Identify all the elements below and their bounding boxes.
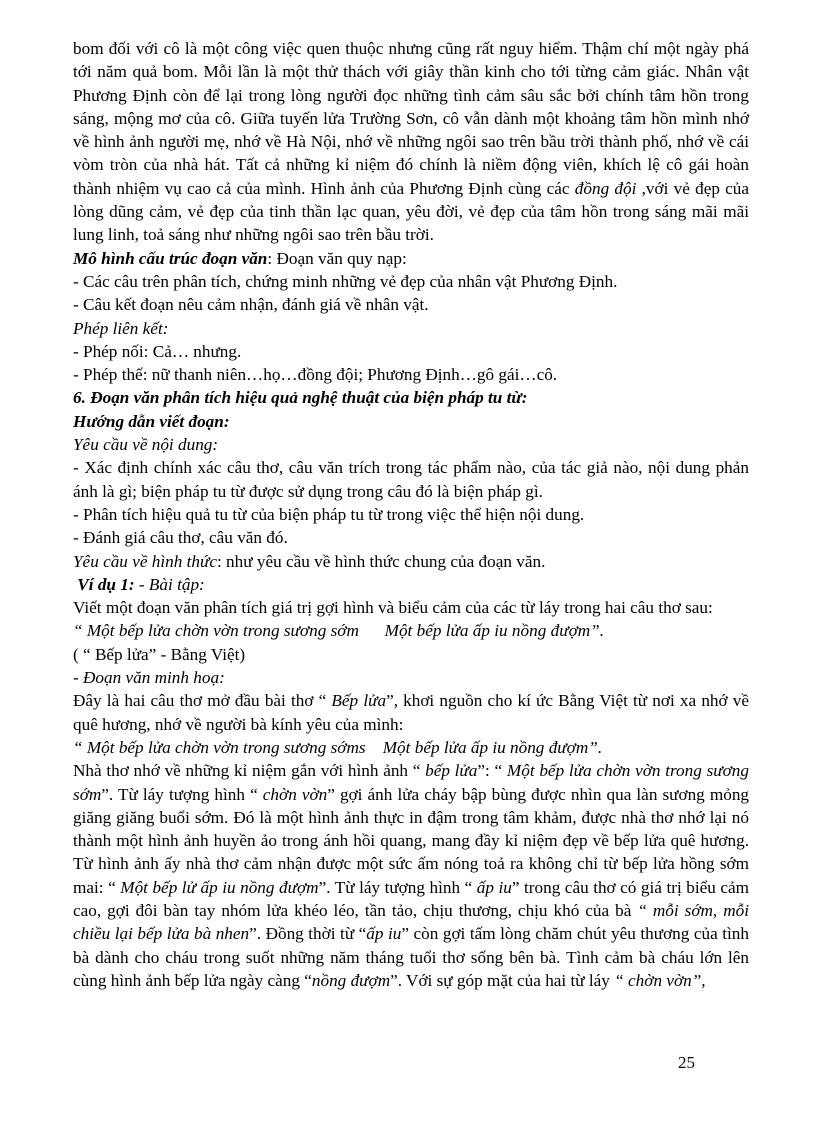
- analysis-quote: chờn vờn: [262, 784, 328, 804]
- analysis-text: ”. Đồng thời từ “: [249, 924, 367, 944]
- structure-label: Mô hình cấu trúc đoạn văn: [73, 248, 268, 268]
- content-requirement-item: - Xác định chính xác câu thơ, câu văn trích trong tác phẩm nào, của tác giả nào, nội dung phản ánh là gì; biện pháp tu từ được sử dụng trong câu đó là biện pháp gì.: [73, 458, 749, 501]
- analysis-paragraph: [73, 759, 749, 992]
- sample-label: - Đoạn văn minh hoạ:: [73, 668, 225, 688]
- example-tail: - Bài tập:: [134, 574, 205, 594]
- sample-text: Đây là hai câu thơ mở đầu bài thơ “: [73, 691, 332, 711]
- analysis-quote: “ chờn vờn”,: [614, 970, 706, 990]
- analysis-text: ”. Với sự góp mặt của hai từ láy: [390, 970, 615, 990]
- structure-line: [73, 247, 749, 270]
- structure-text: : Đoạn văn quy nạp:: [267, 248, 407, 268]
- sample-paragraph: [73, 689, 749, 736]
- analysis-text: ” gợi ánh lửa cháy bập bùng được nhìn qua làn sương mỏng giăng giăng buổi sớm. Đó là một hình ảnh thực in đậm trong tâm khảm, được nhà thơ nhớ lại nó thành một hình ảnh huyền ảo trong ánh hồi quang, mang đầy kỉ niệm đẹp về bếp lửa quê hương. Từ hình ảnh ấy nhà thơ cảm nhận được một sức ấm nóng toả ra không chỉ từ bếp lửa hồng sớm mai: “: [73, 784, 750, 897]
- linking-item: - Phép nối: Cả… nhưng.: [73, 341, 242, 361]
- analysis-quote: Một bếp lửa chờn vờn trong sương sớm: [73, 761, 749, 804]
- content-requirement-label: Yêu cầu về nội dung:: [73, 435, 219, 455]
- page-number: 25: [678, 1053, 695, 1072]
- exercise-text: Viết một đoạn văn phân tích giá trị gợi hình và biểu cảm của các từ láy trong hai câu thơ sau:: [73, 598, 713, 618]
- analysis-quote: nồng đượm: [311, 970, 391, 990]
- structure-item: - Câu kết đoạn nêu cảm nhận, đánh giá về nhân vật.: [73, 295, 429, 315]
- sample-text: ”, khơi nguồn cho kí ức Bằng Việt từ nơi xa nhớ về quê hương, nhớ về người bà kính yêu của mình:: [73, 691, 749, 734]
- analysis-text: ” trong câu thơ có giá trị biểu cảm cao, gợi đôi bàn tay nhóm lửa khéo léo, tần tảo, chịu thương, chịu khó của bà: [73, 877, 750, 920]
- analysis-text: ”. Từ láy tượng hình “: [318, 877, 477, 897]
- sample-poem-title: Bếp lửa: [331, 691, 387, 711]
- analysis-quote: “ mỗi sớm, mỗi chiều lại bếp lửa bà nhen: [73, 900, 749, 944]
- sample-quote: “ Một bếp lửa chờn vờn trong sương sớms Một bếp lửa ấp iu nồng đượm”.: [73, 737, 603, 757]
- intro-tail: ,với vẻ đẹp của lòng dũng cảm, vẻ đẹp của tinh thần lạc quan, yêu đời, vẻ đẹp của tâm hồn trong sáng mãi mãi lung linh, toả sáng như những ngôi sao trên bầu trời.: [73, 178, 750, 245]
- analysis-text: Nhà thơ nhớ về những kỉ niệm gắn với hình ảnh “: [73, 761, 426, 781]
- form-requirement-label: Yêu cầu về hình thức: [73, 551, 217, 571]
- poem-source: ( “ Bếp lửa” - Bằng Việt): [73, 644, 246, 664]
- document-page: [73, 37, 749, 992]
- guide-heading: Hướng dẫn viết đoạn:: [73, 411, 230, 431]
- analysis-quote: ấp iu: [476, 877, 512, 897]
- analysis-text: ” còn gợi tấm lòng chăm chút yêu thương của tình bà dành cho cháu trong suốt những năm tháng tuổi thơ sống bên bà. Tình cảm bà cháu lớn lên cùng hình ảnh bếp lửa ngày càng “: [73, 924, 749, 990]
- form-requirement-line: [73, 550, 749, 573]
- analysis-quote: bếp lửa: [425, 761, 478, 781]
- linking-label: Phép liên kết:: [73, 318, 169, 338]
- intro-text: bom đối với cô là một công việc quen thuộc nhưng cũng rất nguy hiểm. Thậm chí một ngày phá tới năm quả bom. Mỗi lần là một thử thách với giây thần kinh cho tới từng cảm giác. Nhân vật Phương Định còn để lại trong lòng người đọc những tình cảm sâu sắc bởi chính tâm hồn trong sáng, mộng mơ của cô. Giữa tuyến lửa Trường Sơn, cô vẫn dành một khoảng tâm hồn mình nhớ về hình ảnh người mẹ, nhớ về Hà Nội, nhớ về những ngôi sao trên bầu trời thành phố, nhớ về cái vòm tròn của nhà hát. Tất cả những kỉ niệm đó chính là niềm động viên, khích lệ cô gái hoàn thành nhiệm vụ cao cả của mình. Hình ảnh của Phương Định cùng các: [73, 39, 749, 198]
- content-requirement-item: - Phân tích hiệu quả tu từ của biện pháp tu từ trong việc thể hiện nội dung.: [73, 504, 585, 524]
- content-requirement-item: - Đánh giá câu thơ, câu văn đó.: [73, 528, 288, 548]
- quote-line: “ Một bếp lửa chờn vờn trong sương sớm Một bếp lửa ấp iu nồng đượm”.: [73, 621, 605, 641]
- intro-paragraph: [73, 37, 749, 247]
- section-6-heading: 6. Đoạn văn phân tích hiệu quả nghệ thuật của biện pháp tu từ:: [73, 388, 528, 408]
- structure-item: - Các câu trên phân tích, chứng minh những vẻ đẹp của nhân vật Phương Định.: [73, 271, 618, 291]
- form-requirement-text: : như yêu cầu về hình thức chung của đoạn văn.: [216, 551, 546, 571]
- example-line: [73, 573, 749, 596]
- analysis-quote: Một bếp lử ấp iu nồng đượm: [120, 877, 319, 897]
- analysis-text: ”. Từ láy tượng hình “: [101, 784, 263, 804]
- intro-emphasis: đồng đội: [574, 178, 637, 198]
- linking-item: - Phép thế: nữ thanh niên…họ…đồng đội; Phương Định…gô gái…cô.: [73, 365, 558, 385]
- analysis-quote: ấp iu: [366, 924, 402, 944]
- analysis-text: ”: “: [477, 761, 507, 781]
- example-label: Ví dụ 1:: [77, 574, 135, 594]
